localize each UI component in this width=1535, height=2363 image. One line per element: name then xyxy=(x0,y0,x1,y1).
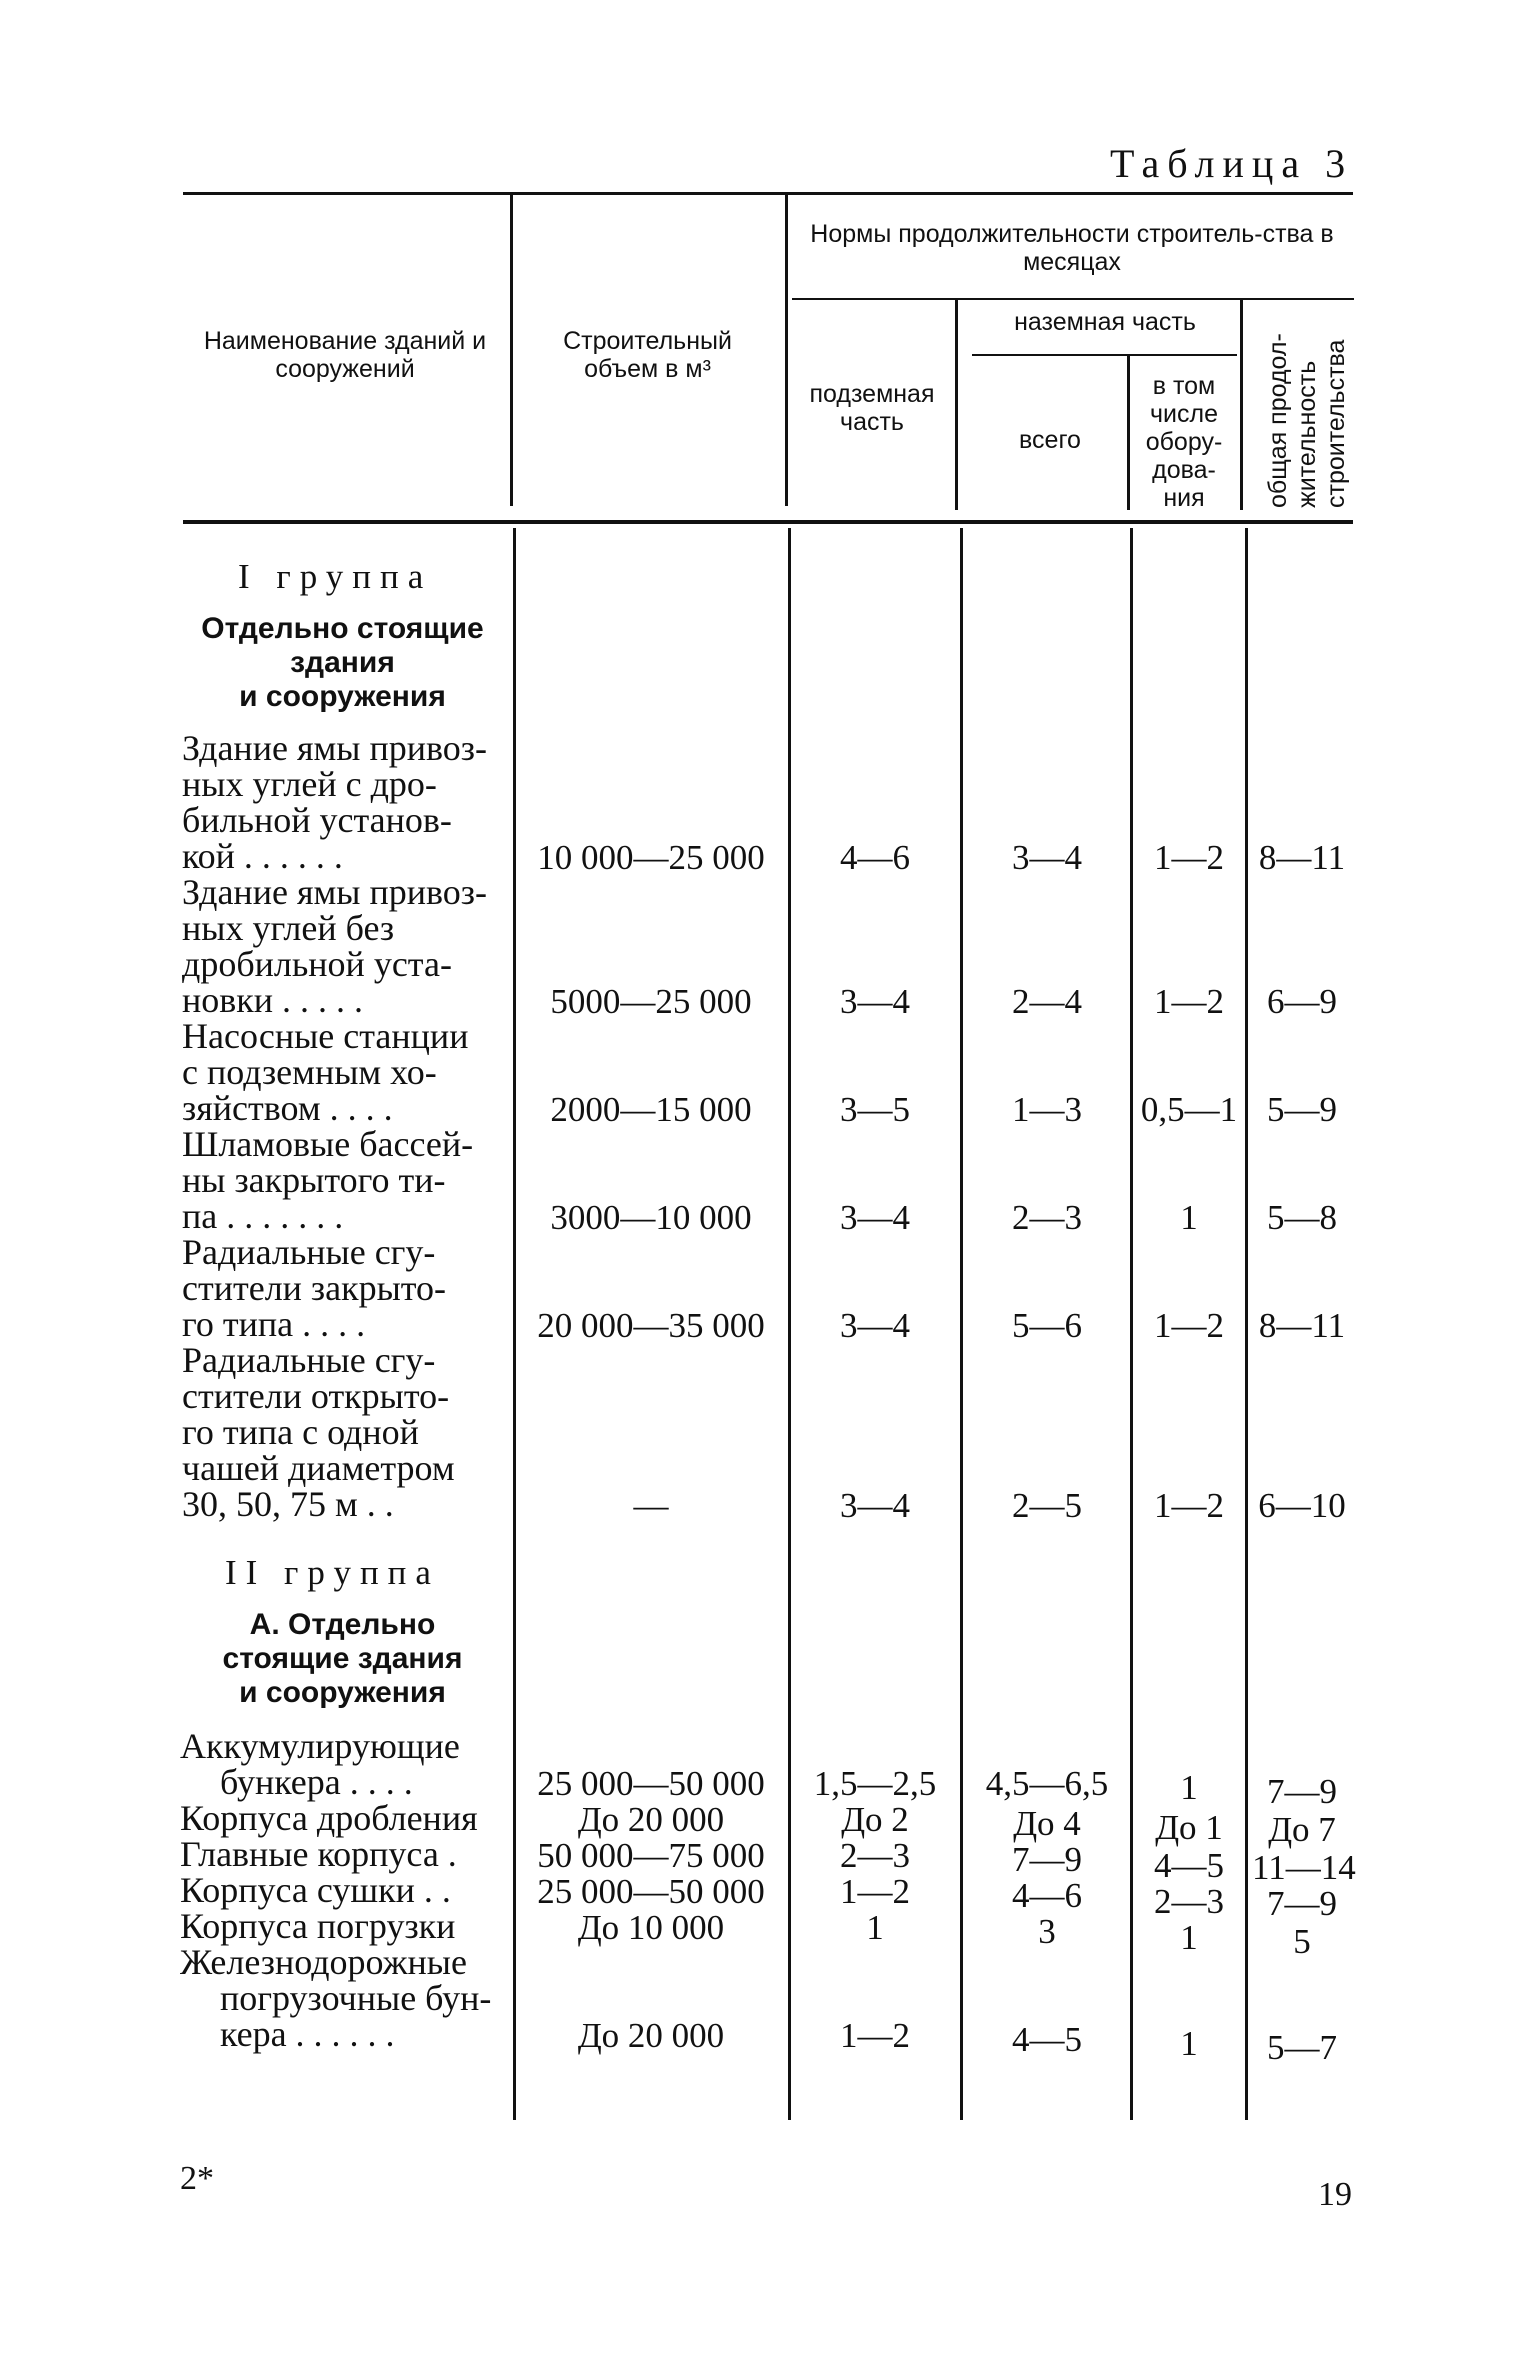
row-volume: 50 000—75 000 xyxy=(537,1836,765,1875)
column-divider xyxy=(1130,528,1133,2120)
row-overall: 8—11 xyxy=(1258,1306,1346,1345)
column-divider xyxy=(960,528,963,2120)
row-overall: 5 xyxy=(1293,1922,1311,1961)
table-row-name: Радиальные сгу- стители открыто- го типа с одной чашей диаметром 30, 50, 75 м . . xyxy=(182,1340,455,1524)
row-overall: 7—9 xyxy=(1267,1884,1337,1923)
ground-underline xyxy=(972,354,1237,356)
row-total: 2—5 xyxy=(1012,1486,1082,1525)
row-equipment: 1—2 xyxy=(1154,838,1224,877)
row-total: 4,5—6,5 xyxy=(985,1764,1109,1803)
table-row-name: Здание ямы привоз- ных углей без дробильной уста- новки . . . . . xyxy=(182,872,487,1020)
group-1-subtitle: Отдельно стоящие здания и сооружения xyxy=(201,612,484,713)
row-equipment: 4—5 xyxy=(1154,1846,1224,1885)
row-equipment: 2—3 xyxy=(1154,1882,1224,1921)
row-overall: 6—10 xyxy=(1258,1486,1346,1525)
table-row-name: Аккумулирующие бункера . . . . xyxy=(180,1726,460,1802)
header-bottom-rule xyxy=(183,520,1353,524)
header-name-col: Наименование зданий и сооружений xyxy=(203,327,487,383)
table-row-name: Радиальные сгу- стители закрыто- го типа . . . . xyxy=(182,1232,447,1344)
row-equipment: 1—2 xyxy=(1154,1306,1224,1345)
row-volume: — xyxy=(633,1486,669,1525)
row-equipment: 1 xyxy=(1180,1918,1198,1957)
header-incl-equipment: в том числе обору-дова-ния xyxy=(1145,372,1223,512)
row-equipment: 1 xyxy=(1180,1768,1198,1807)
row-volume: 10 000—25 000 xyxy=(537,838,765,877)
column-divider xyxy=(788,528,791,2120)
table-row-name: Корпуса погрузки xyxy=(180,1906,456,1946)
row-total: 5—6 xyxy=(1012,1306,1082,1345)
row-underground: 3—5 xyxy=(840,1090,910,1129)
row-equipment: 0,5—1 xyxy=(1140,1090,1238,1129)
row-underground: До 2 xyxy=(841,1800,909,1839)
row-total: 2—4 xyxy=(1012,982,1082,1021)
row-overall: 8—11 xyxy=(1258,838,1346,877)
top-rule xyxy=(183,192,1353,195)
row-volume: 25 000—50 000 xyxy=(537,1872,765,1911)
row-total: 4—5 xyxy=(1012,2020,1082,2059)
header-total: всего xyxy=(1019,426,1081,454)
row-underground: 2—3 xyxy=(840,1836,910,1875)
row-underground: 1—2 xyxy=(840,2016,910,2055)
header-ground-part: наземная часть xyxy=(1014,308,1196,336)
signature-mark: 2* xyxy=(180,2160,214,2197)
header-divider xyxy=(1240,298,1243,510)
row-total: 2—3 xyxy=(1012,1198,1082,1237)
row-equipment: 1—2 xyxy=(1154,982,1224,1021)
row-equipment: 1 xyxy=(1180,2024,1198,2063)
row-volume: 2000—15 000 xyxy=(550,1090,752,1129)
row-overall: 5—7 xyxy=(1267,2028,1337,2067)
row-underground: 4—6 xyxy=(840,838,910,877)
header-divider xyxy=(1127,356,1130,510)
page-number: 19 xyxy=(1318,2176,1352,2213)
row-volume: До 20 000 xyxy=(577,2016,725,2055)
row-underground: 3—4 xyxy=(840,1486,910,1525)
row-overall: 11—14 xyxy=(1252,1848,1356,1887)
row-total: До 4 xyxy=(1013,1804,1081,1843)
row-total: 7—9 xyxy=(1012,1840,1082,1879)
table-row-name: Железнодорожные погрузочные бун- кера . . . . . . xyxy=(180,1942,492,2054)
column-divider xyxy=(1245,528,1248,2120)
table-row-name: Корпуса сушки . . xyxy=(180,1870,451,1910)
row-underground: 1 xyxy=(866,1908,884,1947)
row-overall: 5—8 xyxy=(1267,1198,1337,1237)
group-1-title: I группа xyxy=(238,557,433,596)
header-overall-duration: общая продол- жительность строительства xyxy=(1264,333,1350,508)
table-row-name: Шламовые бассей- ны закрытого ти- па . . . . . . . xyxy=(182,1124,474,1236)
table-caption: Таблица 3 xyxy=(1110,141,1354,186)
table-row-name: Здание ямы привоз- ных углей с дро- бильной установ- кой . . . . . . xyxy=(182,728,487,876)
table-row-name: Корпуса дробления xyxy=(180,1798,478,1838)
row-volume: До 10 000 xyxy=(577,1908,725,1947)
header-volume-col: Строительный объем в м³ xyxy=(563,327,732,383)
row-equipment: До 1 xyxy=(1155,1808,1223,1847)
table-row-name: Главные корпуса . xyxy=(180,1834,457,1874)
row-underground: 1,5—2,5 xyxy=(813,1764,937,1803)
row-volume: 3000—10 000 xyxy=(550,1198,752,1237)
row-volume: 20 000—35 000 xyxy=(537,1306,765,1345)
row-volume: До 20 000 xyxy=(577,1800,725,1839)
row-volume: 25 000—50 000 xyxy=(537,1764,765,1803)
row-volume: 5000—25 000 xyxy=(550,982,752,1021)
row-underground: 3—4 xyxy=(840,1306,910,1345)
header-divider xyxy=(785,194,788,506)
row-underground: 3—4 xyxy=(840,1198,910,1237)
row-underground: 3—4 xyxy=(840,982,910,1021)
row-total: 4—6 xyxy=(1012,1876,1082,1915)
group-2-title: II группа xyxy=(225,1553,440,1592)
header-divider xyxy=(510,194,513,506)
row-total: 3 xyxy=(1038,1912,1056,1951)
row-total: 3—4 xyxy=(1012,838,1082,877)
row-equipment: 1—2 xyxy=(1154,1486,1224,1525)
header-divider xyxy=(955,298,958,510)
row-underground: 1—2 xyxy=(840,1872,910,1911)
header-norms-title: Нормы продолжительности строитель-ства в месяцах xyxy=(810,220,1334,276)
row-total: 1—3 xyxy=(1012,1090,1082,1129)
column-divider xyxy=(513,528,516,2120)
group-2-subtitle: А. Отдельно стоящие здания и сооружения xyxy=(222,1608,463,1709)
header-underground: подземная часть xyxy=(809,380,935,436)
table-row-name: Насосные станции с подземным хо- зяйством . . . . xyxy=(182,1016,469,1128)
row-overall: 5—9 xyxy=(1267,1090,1337,1129)
row-equipment: 1 xyxy=(1180,1198,1198,1237)
row-overall: 7—9 xyxy=(1267,1772,1337,1811)
row-overall: 6—9 xyxy=(1267,982,1337,1021)
row-overall: До 7 xyxy=(1268,1810,1336,1849)
